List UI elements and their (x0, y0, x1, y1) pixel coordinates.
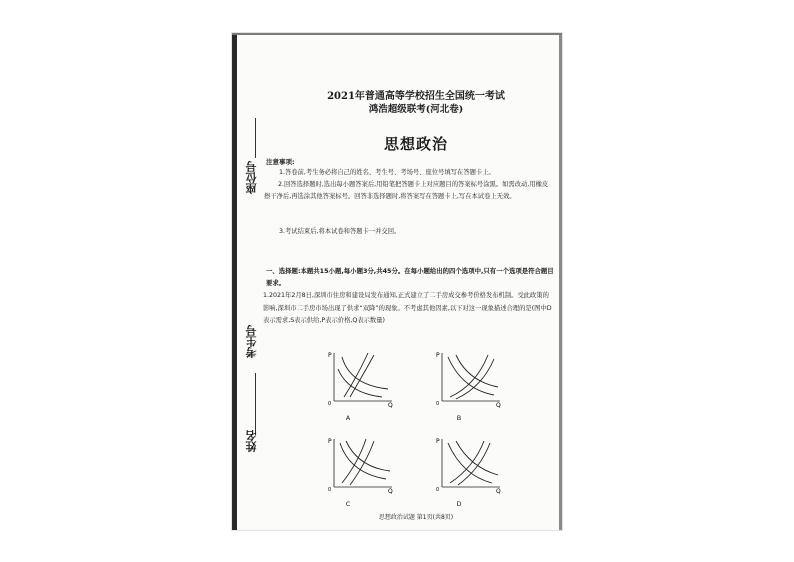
notice-item-1: 1.答卷前,考生务必将自己的姓名、考生号、考场号、座位号填写在答题卡上。 (279, 169, 495, 176)
exam-number-line (255, 373, 256, 435)
graph-c-p-axis: P (328, 438, 332, 445)
graph-d-label: D (456, 500, 462, 508)
graph-a-svg (328, 351, 394, 409)
scan-edge-left (232, 33, 237, 530)
graph-d-origin: 0 (436, 487, 440, 493)
seat-number-label: 座位号 (245, 161, 258, 194)
page-footer: 思想政治试题 第1页(共8页) (378, 514, 454, 521)
name-label: 姓名 (245, 430, 258, 452)
supply-demand-graph-a (328, 351, 394, 409)
supply-demand-graph-c (328, 437, 394, 495)
exam-number-label: 考生号 (245, 325, 258, 358)
graph-b-origin: 0 (436, 401, 440, 407)
seat-number-line (255, 118, 256, 158)
graph-b-label: B (456, 414, 462, 422)
graph-c-origin: 0 (328, 487, 332, 493)
section-heading: 一、选择题:本题共15小题,每小题3分,共45分。在每小题给出的四个选项中,只有一个选项是符合题目要求。 (266, 267, 554, 287)
graph-a-origin: 0 (328, 401, 332, 407)
exam-subtitle: 鸿浩超级联考(河北卷) (368, 104, 464, 115)
graph-c-svg (328, 437, 394, 495)
supply-demand-graph-d (436, 437, 502, 495)
graph-d-svg (436, 437, 502, 495)
exam-paper-page (232, 33, 562, 530)
notice-item-2: 2.回答选择题时,选出每小题答案后,用铅笔把答题卡上对应题目的答案标号涂黑。如需改动,用橡皮擦干净后,再选涂其他答案标号。回答非选择题时,将答案写在答题卡上,写在本试卷上无效。 (264, 181, 549, 200)
notice-heading: 注意事项: (266, 158, 295, 166)
graph-d-q-axis: Q (496, 488, 501, 495)
exam-title: 2021年普通高等学校招生全国统一考试 (327, 91, 505, 102)
scan-edge-right (559, 33, 562, 530)
graph-b-svg (436, 351, 502, 409)
graph-d-p-axis: P (436, 438, 440, 445)
graph-b-p-axis: P (436, 352, 440, 359)
graph-c-label: C (345, 500, 351, 508)
graph-a-p-axis: P (328, 352, 332, 359)
graph-a-q-axis: Q (388, 402, 393, 409)
question-1-text: 1.2021年2月8日,深圳市住房和建设局发布通知,正式建立了二手房成交参考价格发布机制。受此政策的影响,深圳市二手房市场出现了供求“双降”的现象。不考虑其他因素,以下对这一现象描述合理的是(图中D表示需求,S表示供给,P表示价格,Q表示数量) (263, 292, 552, 324)
notice-item-3: 3.考试结束后,将本试卷和答题卡一并交回。 (279, 228, 401, 235)
graph-b-q-axis: Q (496, 402, 501, 409)
supply-demand-graph-b (436, 351, 502, 409)
graph-c-q-axis: Q (388, 488, 393, 495)
subject-title: 思想政治 (383, 135, 448, 153)
page-content (263, 33, 558, 530)
graph-a-label: A (345, 414, 351, 422)
